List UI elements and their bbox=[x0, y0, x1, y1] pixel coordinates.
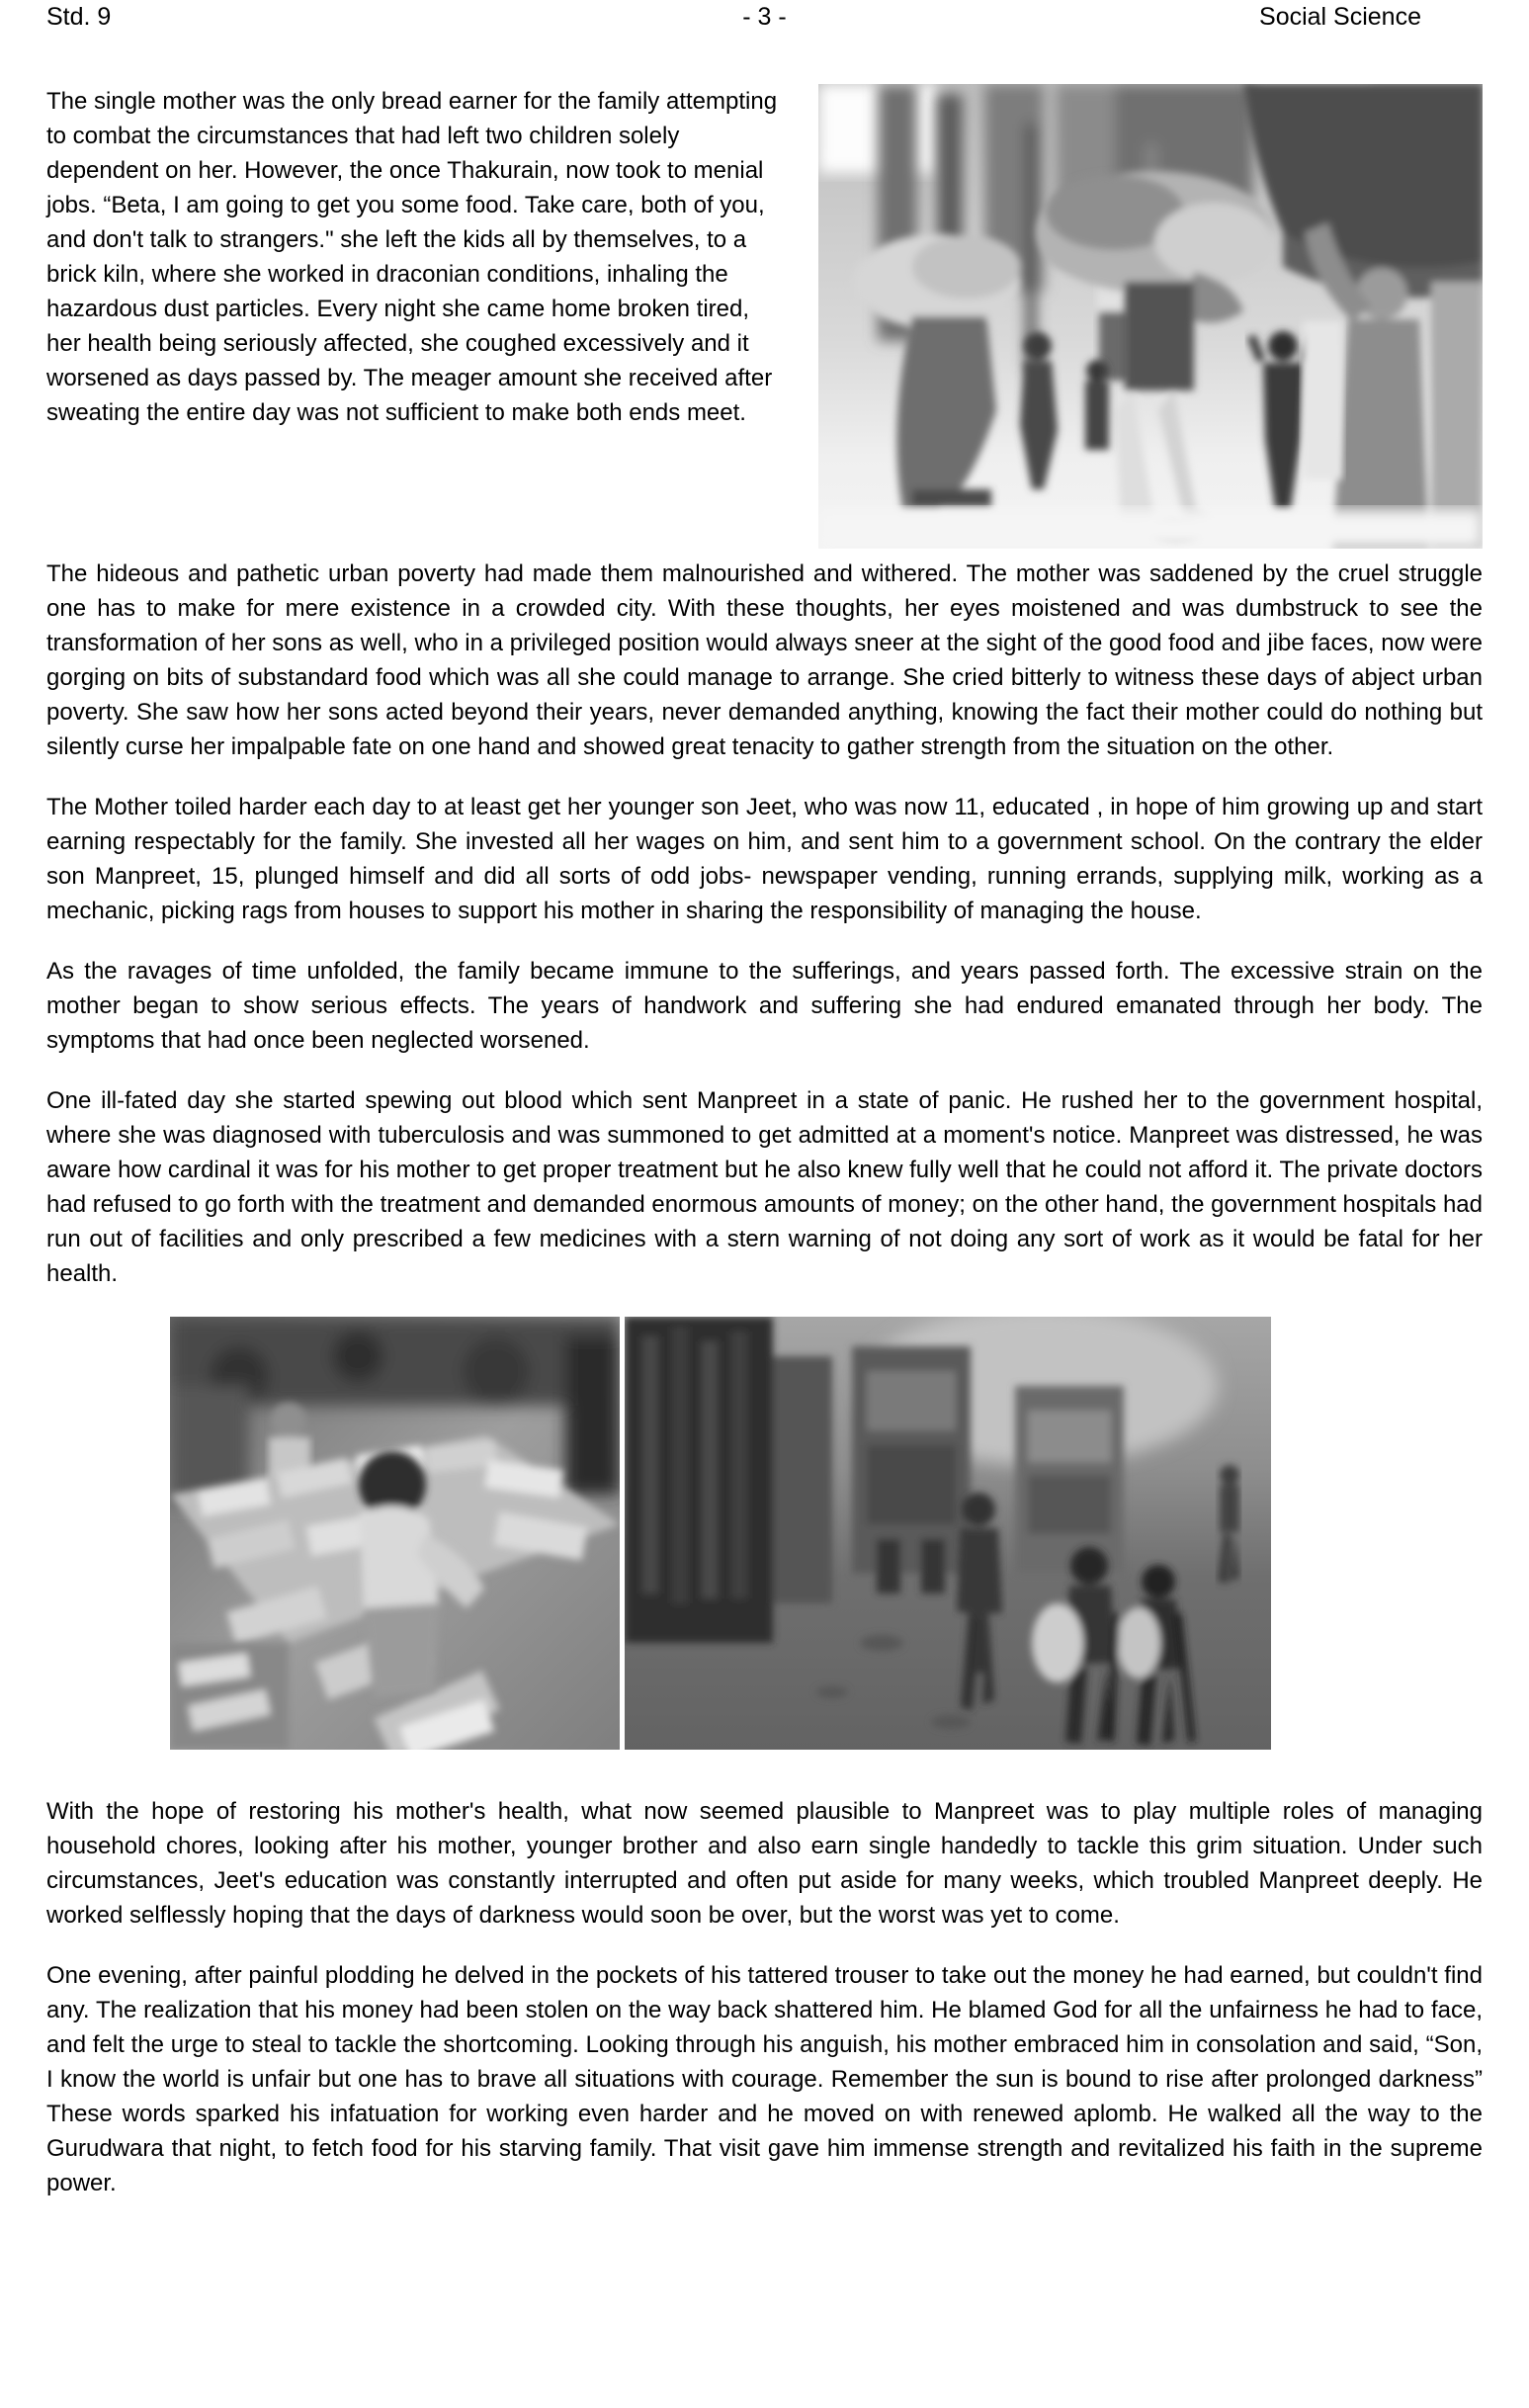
story-body bbox=[46, 84, 1483, 2200]
newspaper-stall-photo-art bbox=[170, 1317, 620, 1750]
header-class-label: Std. 9 bbox=[46, 3, 112, 31]
paragraph-1: The single mother was the only bread earner for the family attempting to combat the circumstances that had left two children solely dependent on her. However, the once Thakurain, now took to menial jobs. “Beta, I am going to get you some food. Take care, both of you, and don't talk to strangers." she left the kids all by themselves, to a brick kiln, where she worked in draconian conditions, inhaling the hazardous dust particles. Every night she came home broken tired, her health being seriously affected, she coughed excessively and it worsened as days passed by. The meager amount she received after sweating the entire day was not sufficient to make both ends meet. bbox=[46, 88, 778, 426]
paragraph-6: With the hope of restoring his mother's health, what now seemed plausible to Manpreet was to play multiple roles of managing household chores, looking after his mother, younger brother and also earn single handedly to tackle this grim situation. Under such circumstances, Jeet's education was constantly interrupted and often put aside for many weeks, which troubled Manpreet deeply. He worked selflessly hoping that the days of darkness would soon be over, but the worst was yet to come. bbox=[46, 1798, 1483, 1929]
newspaper-stall-photo bbox=[170, 1317, 620, 1750]
paragraph-3: The Mother toiled harder each day to at least get her younger son Jeet, who was now 11, educated , in hope of him growing up and start earning respectably for the family. She invested all her wages on him, and sent him to a government school. On the contrary the elder son Manpreet, 15, plunged himself and did all sorts of odd jobs- newspaper vending, running errands, supplying milk, working as a mechanic, picking rags from houses to support his mother in sharing the responsibility of managing the house. bbox=[46, 794, 1483, 924]
street-porters-photo-art bbox=[818, 84, 1483, 549]
header-subject: Social Science bbox=[1259, 3, 1421, 31]
paragraph-7: One evening, after painful plodding he delved in the pockets of his tattered trouser to take out the money he had earned, but couldn't find any. The realization that his money had been stolen on the way back shattered him. He blamed God for all the unfairness he had to face, and felt the urge to steal to tackle the shortcoming. Looking through his anguish, his mother embraced him in consolation and said, “Son, I know the world is unfair but one has to brave all situations with courage. Remember the sun is bound to rise after prolonged darkness” These words sparked his infatuation for working even harder and he moved on with renewed aplomb. He walked all the way to the Gurudwara that night, to fetch food for his starving family. That visit gave him immense strength and revitalized his faith in the supreme power. bbox=[46, 1962, 1483, 2196]
street-children-trucks-photo-art bbox=[625, 1317, 1271, 1750]
street-porters-photo bbox=[818, 84, 1483, 549]
page-header bbox=[46, 2, 1483, 32]
paragraph-2: The hideous and pathetic urban poverty had made them malnourished and withered. The mother was saddened by the cruel struggle one has to make for mere existence in a crowded city. With these thoughts, her eyes moistened and was dumbstruck to see the transformation of her sons as well, who in a privileged position would always sneer at the sight of the good food and jibe faces, now were gorging on bits of substandard food which was all she could manage to arrange. She cried bitterly to witness these days of abject urban poverty. She saw how her sons acted beyond their years, never demanded anything, knowing the fact their mother could do nothing but silently curse her impalpable fate on one hand and showed great tenacity to gather strength from the situation on the other. bbox=[46, 560, 1483, 760]
intro-section bbox=[46, 84, 1483, 557]
paragraph-4: As the ravages of time unfolded, the family became immune to the sufferings, and years passed forth. The excessive strain on the mother began to show serious effects. The years of handwork and suffering she had endured emanated through her body. The symptoms that had once been neglected worsened. bbox=[46, 958, 1483, 1054]
paragraph-5: One ill-fated day she started spewing out blood which sent Manpreet in a state of panic. He rushed her to the government hospital, where she was diagnosed with tuberculosis and was summoned to get admitted at a moment's notice. Manpreet was distressed, he was aware how cardinal it was for his mother to get proper treatment but he also knew fully well that he could not afford it. The private doctors had refused to go forth with the treatment and demanded enormous amounts of money; on the other hand, the government hospitals had run out of facilities and only prescribed a few medicines with a stern warning of not doing any sort of work as it would be fatal for her health. bbox=[46, 1087, 1483, 1287]
street-children-trucks-photo bbox=[625, 1317, 1271, 1750]
middle-photo-strip bbox=[170, 1317, 1271, 1750]
page-number: - 3 - bbox=[742, 3, 787, 31]
